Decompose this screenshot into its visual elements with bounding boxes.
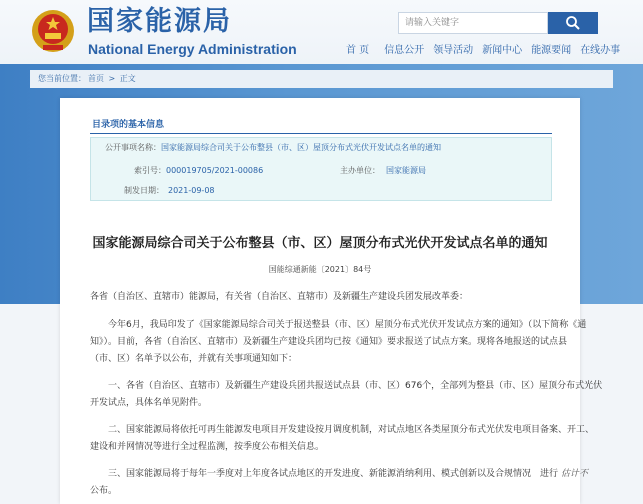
nav-info-disclosure[interactable]: 信息公开 xyxy=(384,45,425,56)
p2-line-1: 一、各省（自治区、直辖市）及新疆生产建设兵团共报送试点县（市、区）676个，全部列为整县（市、区）屋顶分布式光伏 xyxy=(108,381,603,391)
main-nav xyxy=(346,44,629,58)
p4-line-1 xyxy=(90,466,588,483)
info-row-organizer xyxy=(340,166,426,176)
search-input[interactable]: 请输入关键字 xyxy=(398,12,548,34)
p3-line-1: 二、国家能源局将依托可再生能源发电项目开发建设按月调度机制，对试点地区各类屋顶分布式光伏发电项目备案、开工、 xyxy=(108,425,595,435)
info-label-organizer: 主办单位： xyxy=(340,166,380,175)
nav-leadership[interactable]: 领导活动 xyxy=(433,45,474,56)
info-value-organizer: 国家能源局 xyxy=(386,166,426,175)
p1-line-1: 今年6月，我局印发了《国家能源局综合司关于报送整县（市、区）屋顶分布式光伏开发试点方案的通知》（以下简称《通 xyxy=(108,320,587,330)
document-paragraph-4 xyxy=(90,466,588,500)
site-name-english[interactable]: National Energy Administration xyxy=(88,41,297,57)
breadcrumb-current: 正文 xyxy=(119,74,136,83)
info-label-date: 制发日期： xyxy=(124,186,164,195)
info-row-date xyxy=(124,186,215,196)
breadcrumb-home[interactable]: 首页 xyxy=(88,74,104,83)
document-paragraph-2 xyxy=(90,378,603,412)
p3-line-2: 建设和并网情况等进行全过程监测，按季度公布相关信息。 xyxy=(90,442,325,452)
document-number: 国能综通新能〔2021〕84号 xyxy=(268,265,372,274)
breadcrumb-separator: > xyxy=(108,74,116,83)
info-value-date: 2021-09-08 xyxy=(168,186,215,195)
document-paragraph-3 xyxy=(90,422,595,456)
search-button[interactable] xyxy=(548,12,598,34)
site-header xyxy=(0,0,643,64)
nav-online-services[interactable]: 在线办事 xyxy=(580,45,621,56)
p1-line-3: （市、区）名单予以公布，并就有关事项通知如下： xyxy=(90,354,298,364)
breadcrumb xyxy=(30,70,613,88)
salutation-text: 各省（自治区、直辖市）能源局，有关省（自治区、直辖市）及新疆生产建设兵团发展改革委： xyxy=(90,292,469,302)
nav-home[interactable]: 首 页 xyxy=(346,45,370,56)
document-title: 国家能源局综合司关于公布整县（市、区）屋顶分布式光伏开发试点名单的通知 xyxy=(92,236,548,251)
document-salutation xyxy=(90,289,560,306)
p4-line-2: 公布。 xyxy=(90,486,118,496)
site-name-chinese[interactable]: 国家能源局 xyxy=(87,6,232,37)
breadcrumb-prefix: 您当前位置： xyxy=(38,74,86,83)
nav-energy-news[interactable]: 能源要闻 xyxy=(531,45,572,56)
p1-line-2: 知》）。目前，各省（自治区、直辖市）及新疆生产建设兵团均已按《通知》要求报送了试点方案。现将各地报送的试点县 xyxy=(90,337,568,347)
info-section-title: 目录项的基本信息 xyxy=(92,120,165,130)
info-row-name xyxy=(105,143,441,153)
national-emblem-icon xyxy=(30,9,76,55)
nav-news[interactable]: 新闻中心 xyxy=(482,45,523,56)
p4-lead-text: 三、国家能源局将于每年一季度对上年度各试点地区的开发进度、新能源消纳利用、模式创新以及合规情况 进行 xyxy=(108,469,559,479)
info-row-index xyxy=(134,166,263,176)
p4-annotation: 估计不 xyxy=(560,469,588,479)
info-label-index: 索引号： xyxy=(134,166,166,175)
p2-line-2: 开发试点，具体名单见附件。 xyxy=(90,398,208,408)
info-label-name: 公开事项名称： xyxy=(105,143,161,152)
search-icon xyxy=(565,15,581,31)
info-value-name: 国家能源局综合司关于公布整县（市、区）屋顶分布式光伏开发试点名单的通知 xyxy=(161,143,441,152)
info-value-index: 000019705/2021-00086 xyxy=(166,166,264,175)
document-paragraph-1 xyxy=(90,317,587,368)
info-divider xyxy=(90,133,552,134)
